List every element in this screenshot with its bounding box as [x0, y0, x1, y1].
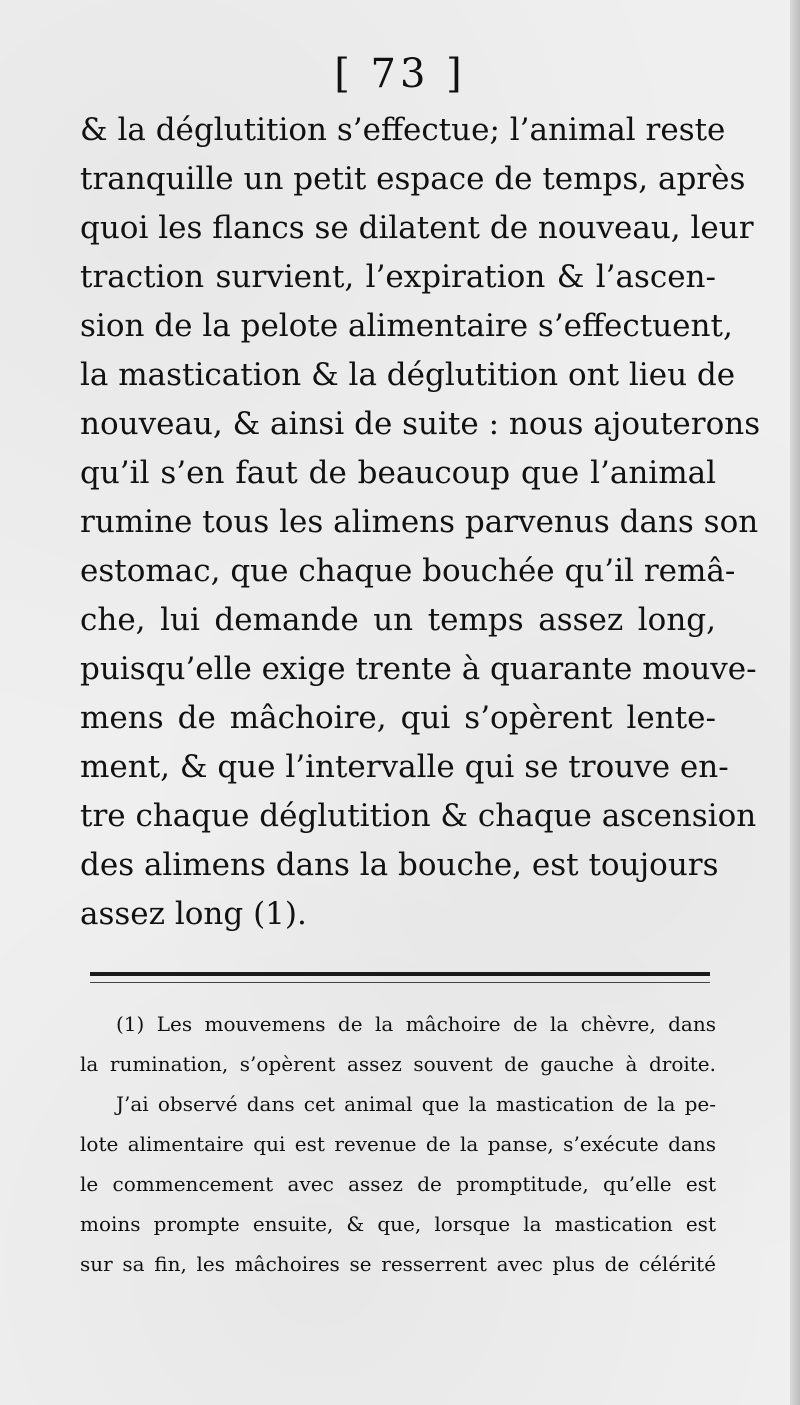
- footnote-line: lote alimentaire qui est revenue de la panse, s’exécute dans: [80, 1132, 716, 1156]
- footnote-separator-thin-rule: [90, 982, 710, 983]
- footnote-separator-rule: [90, 972, 710, 976]
- body-line: sion de la pelote alimentaire s’effectuent,: [80, 308, 733, 344]
- body-line: des alimens dans la bouche, est toujours: [80, 847, 719, 883]
- body-line: estomac, que chaque bouchée qu’il remâ-: [80, 553, 736, 589]
- body-line: tre chaque déglutition & chaque ascension: [80, 798, 757, 834]
- body-line: & la déglutition s’effectue; l’animal reste: [80, 112, 726, 148]
- body-line: mens de mâchoire, qui s’opèrent lente-: [80, 700, 716, 736]
- body-line: puisqu’elle exige trente à quarante mouve-: [80, 651, 757, 687]
- page-number: [ 73 ]: [334, 51, 466, 97]
- footnote-line: sur sa fin, les mâchoires se resserrent avec plus de célérité: [80, 1252, 716, 1276]
- footnote-line: la rumination, s’opèrent assez souvent de gauche à droite.: [80, 1052, 716, 1076]
- footnote-line: (1) Les mouvemens de la mâchoire de la chèvre, dans: [116, 1012, 716, 1036]
- body-line: quoi les flancs se dilatent de nouveau, leur: [80, 210, 754, 246]
- body-line: che, lui demande un temps assez long,: [80, 602, 716, 638]
- body-line: traction survient, l’expiration & l’ascen-: [80, 259, 716, 295]
- body-line: tranquille un petit espace de temps, après: [80, 161, 746, 197]
- body-line: rumine tous les alimens parvenus dans son: [80, 504, 759, 540]
- body-line: assez long (1).: [80, 896, 307, 932]
- footnote-line: J’ai observé dans cet animal que la mastication de la pe-: [116, 1092, 716, 1116]
- footnote-line: le commencement avec assez de promptitude, qu’elle est: [80, 1172, 716, 1196]
- body-line: nouveau, & ainsi de suite : nous ajouterons: [80, 406, 761, 442]
- body-line: la mastication & la déglutition ont lieu de: [80, 357, 736, 393]
- body-text: [80, 106, 761, 939]
- body-line: qu’il s’en faut de beaucoup que l’animal: [80, 455, 716, 491]
- body-line: ment, & que l’intervalle qui se trouve en-: [80, 749, 729, 785]
- page-edge-shadow: [790, 0, 800, 1405]
- footnote: [80, 1004, 716, 1284]
- footnote-line: moins prompte ensuite, & que, lorsque la mastication est: [80, 1212, 716, 1236]
